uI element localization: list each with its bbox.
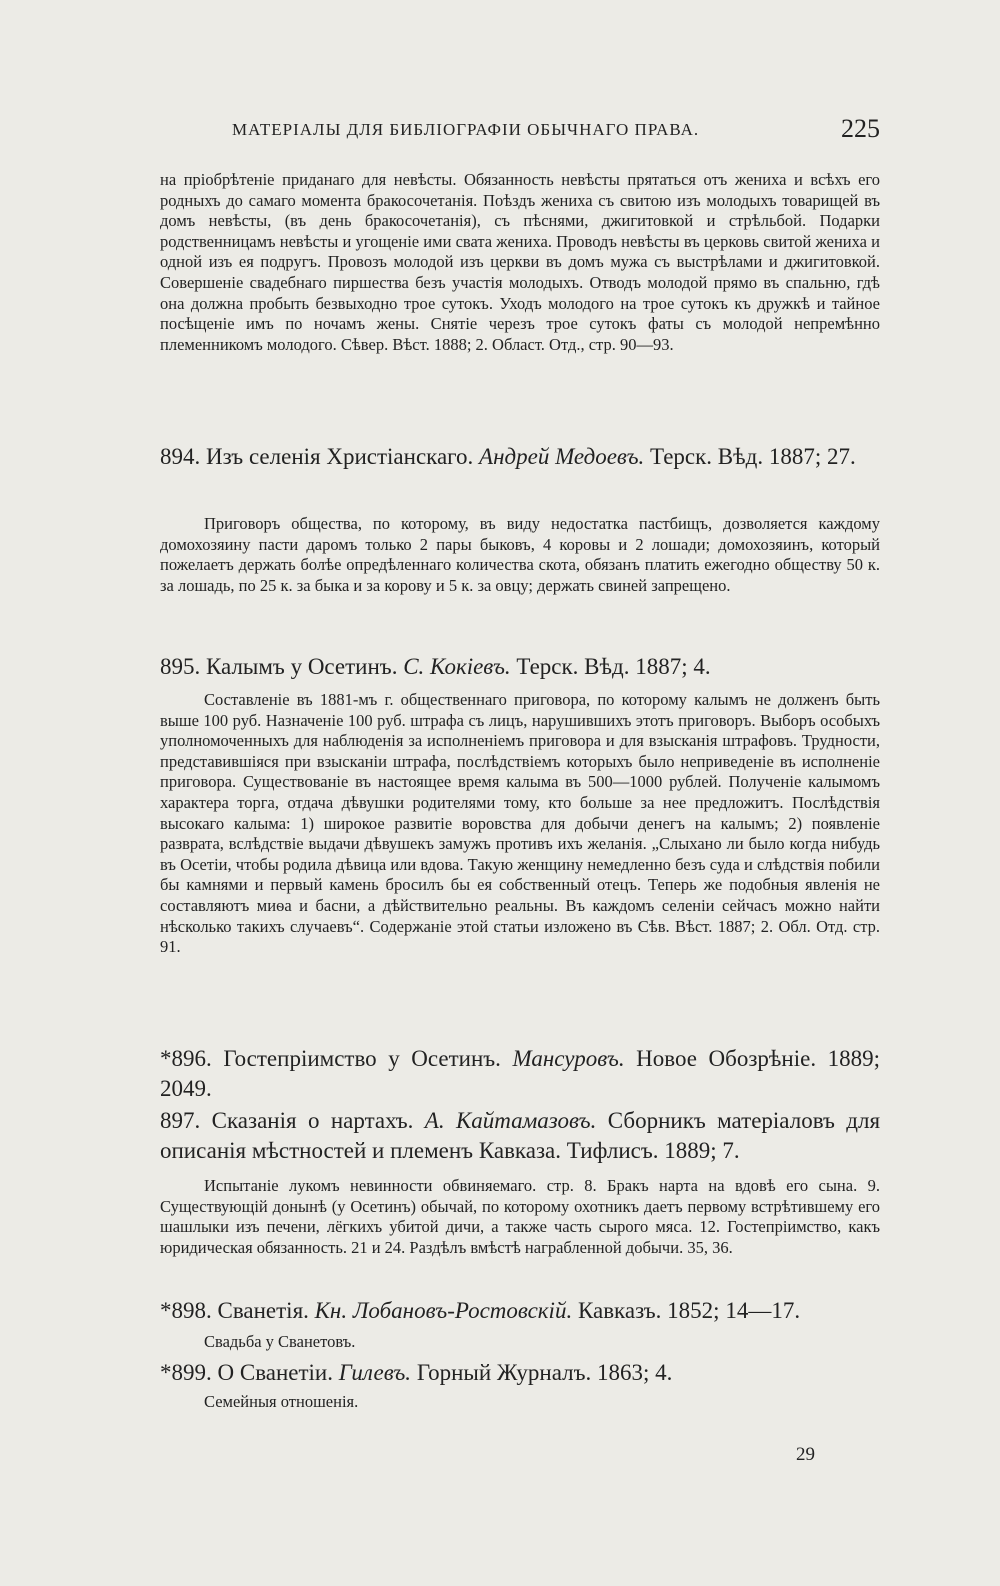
entry-source: Терск. Вѣд. 1887; 27. — [650, 444, 856, 469]
entry-896 — [160, 1044, 880, 1104]
entry-898 — [160, 1296, 880, 1326]
entry-number: 894. — [160, 444, 201, 469]
entry-author: С. Кокіевъ. — [403, 654, 511, 679]
entry-899-description: Семейныя отношенія. — [204, 1392, 359, 1411]
entry-title: О Сванетіи. — [217, 1360, 333, 1385]
entry-author: Гилевъ. — [338, 1360, 412, 1385]
entry-author: Кн. Лобановъ-Ростовскій. — [314, 1298, 573, 1323]
entry-number: *899. — [160, 1360, 212, 1385]
entry-title: Сванетія. — [217, 1298, 309, 1323]
entry-897 — [160, 1106, 880, 1166]
entry-source: Терск. Вѣд. 1887; 4. — [516, 654, 711, 679]
entry-title: Изъ селенія Христіанскаго. — [206, 444, 474, 469]
page-number: 225 — [841, 114, 880, 143]
entry-author: А. Кайтамазовъ. — [424, 1108, 597, 1133]
entry-author: Мансуровъ. — [512, 1046, 625, 1071]
entry-number: 895. — [160, 654, 201, 679]
entry-number: *898. — [160, 1298, 212, 1323]
entry-894 — [160, 442, 880, 472]
entry-source: Горный Журналъ. 1863; 4. — [416, 1360, 673, 1385]
entry-number: *896. — [160, 1046, 212, 1071]
entry-title: Гостепріимство у Осетинъ. — [223, 1046, 501, 1071]
entry-title: Сказанія о нартахъ. — [211, 1108, 414, 1133]
entry-897-description: Испытаніе лукомъ невинности обвиняемаго. стр. 8. Бракъ нарта на вдовѣ его сына. 9. Существующій донынѣ (у Осетинъ) обычай, по которому охотникъ даетъ первому встрѣтившему его шашлыки изъ печени, лёгкихъ убитой дичи, а также часть сырого мяса. 12. Гостепріимство, какъ юридическая обязанность. 21 и 24. Раздѣлъ вмѣстѣ награбленной добычи. 35, 36. — [160, 1176, 880, 1257]
running-header — [232, 114, 880, 143]
entry-895-description: Составленіе въ 1881-мъ г. общественнаго приговора, по которому калымъ не долженъ быть выше 100 руб. Назначеніе 100 руб. штрафа съ лицъ, нарушившихъ этотъ приговоръ. Выборъ особыхъ уполномоченныхъ для наблюденія за исполненіемъ приговора и для взысканія штрафовъ. Трудности, представившіяся при взысканіи штрафа, послѣдствіемъ которыхъ было неприведеніе въ исполненіе приговора. Существованіе въ настоящее время калыма въ 500—1000 рублей. Полученіе калымомъ характера торга, отдача дѣвушки родителями тому, кто больше за нее предложитъ. Послѣдствія высокаго калыма: 1) широкое развитіе воровства для добычи денегъ на калымъ; 2) появленіе разврата, вслѣдствіе выдачи дѣвушекъ замужъ противъ ихъ желанія. „Слыхано ли было когда нибудь въ Осетіи, чтобы родила дѣвица или вдова. Такую женщину немедленно безъ суда и слѣдствія побили бы камнями и первый камень бросилъ бы ея собственный отецъ. Теперь же подобныя явленія не составляютъ миѳа и басни, а дѣйствительно реальны. Въ каждомъ селеніи сейчасъ можно найти нѣсколько такихъ случаевъ“. Содержаніе этой статьи изложено въ Сѣв. Вѣст. 1887; 2. Обл. Отд. стр. 91. — [160, 690, 880, 957]
entry-894-description: Приговоръ общества, по которому, въ виду недостатка пастбищъ, дозволяется каждому домохозяину пасти даромъ только 2 пары быковъ, 4 коровы и 2 лошади; домохозяинъ, который пожелаетъ держать болѣе опредѣленнаго количества скота, обязанъ платить ежегодно обществу 50 к. за лошадь, по 25 к. за быка и за корову и 5 к. за овцу; держать свиней запрещено. — [160, 514, 880, 595]
entry-source: Кавказъ. 1852; 14—17. — [577, 1298, 801, 1323]
entry-899 — [160, 1358, 880, 1388]
signature-mark: 29 — [796, 1444, 815, 1465]
entry-898-description: Свадьба у Сванетовъ. — [204, 1332, 356, 1351]
entry-source: Сборникъ матеріаловъ для описанія мѣстностей и племенъ Кавказа. Тифлисъ. 1889; 7. — [160, 1108, 881, 1163]
entry-895 — [160, 652, 880, 682]
entry-source: Новое Обозрѣніе. 1889; 2049. — [160, 1046, 881, 1101]
entry-title: Калымъ у Осетинъ. — [206, 654, 398, 679]
entry-number: 897. — [160, 1108, 201, 1133]
continued-paragraph: на пріобрѣтеніе приданаго для невѣсты. Обязанность невѣсты прятаться отъ жениха и всѣхъ его родныхъ до самаго момента бракосочетанія. Поѣздъ жениха съ свитою изъ молодыхъ товарищей въ домъ невѣсты, (въ день бракосочетанія), съ пѣснями, джигитовкой и стрѣльбой. Подарки родственницамъ невѣсты и угощеніе ими свата жениха. Проводъ невѣсты въ церковь свитой жениха и одной изъ ея подругъ. Провозъ молодой изъ церкви въ домъ мужа съ выстрѣлами и джигитовкой. Совершеніе свадебнаго пиршества безъ участія молодыхъ. Отводъ молодой прямо въ спальню, гдѣ она должна пробыть безвыходно трое сутокъ. Уходъ молодого на трое сутокъ къ дружкѣ и тайное посѣщеніе имъ по ночамъ жены. Снятіе черезъ трое сутокъ фаты съ молодой непремѣнно племенникомъ молодого. Сѣвер. Вѣст. 1888; 2. Област. Отд., стр. 90—93. — [160, 170, 880, 354]
entry-author: Андрей Медоевъ. — [479, 444, 645, 469]
header-title: МАТЕРІАЛЫ ДЛЯ БИБЛІОГРАФІИ ОБЫЧНАГО ПРАВА. — [232, 120, 700, 139]
